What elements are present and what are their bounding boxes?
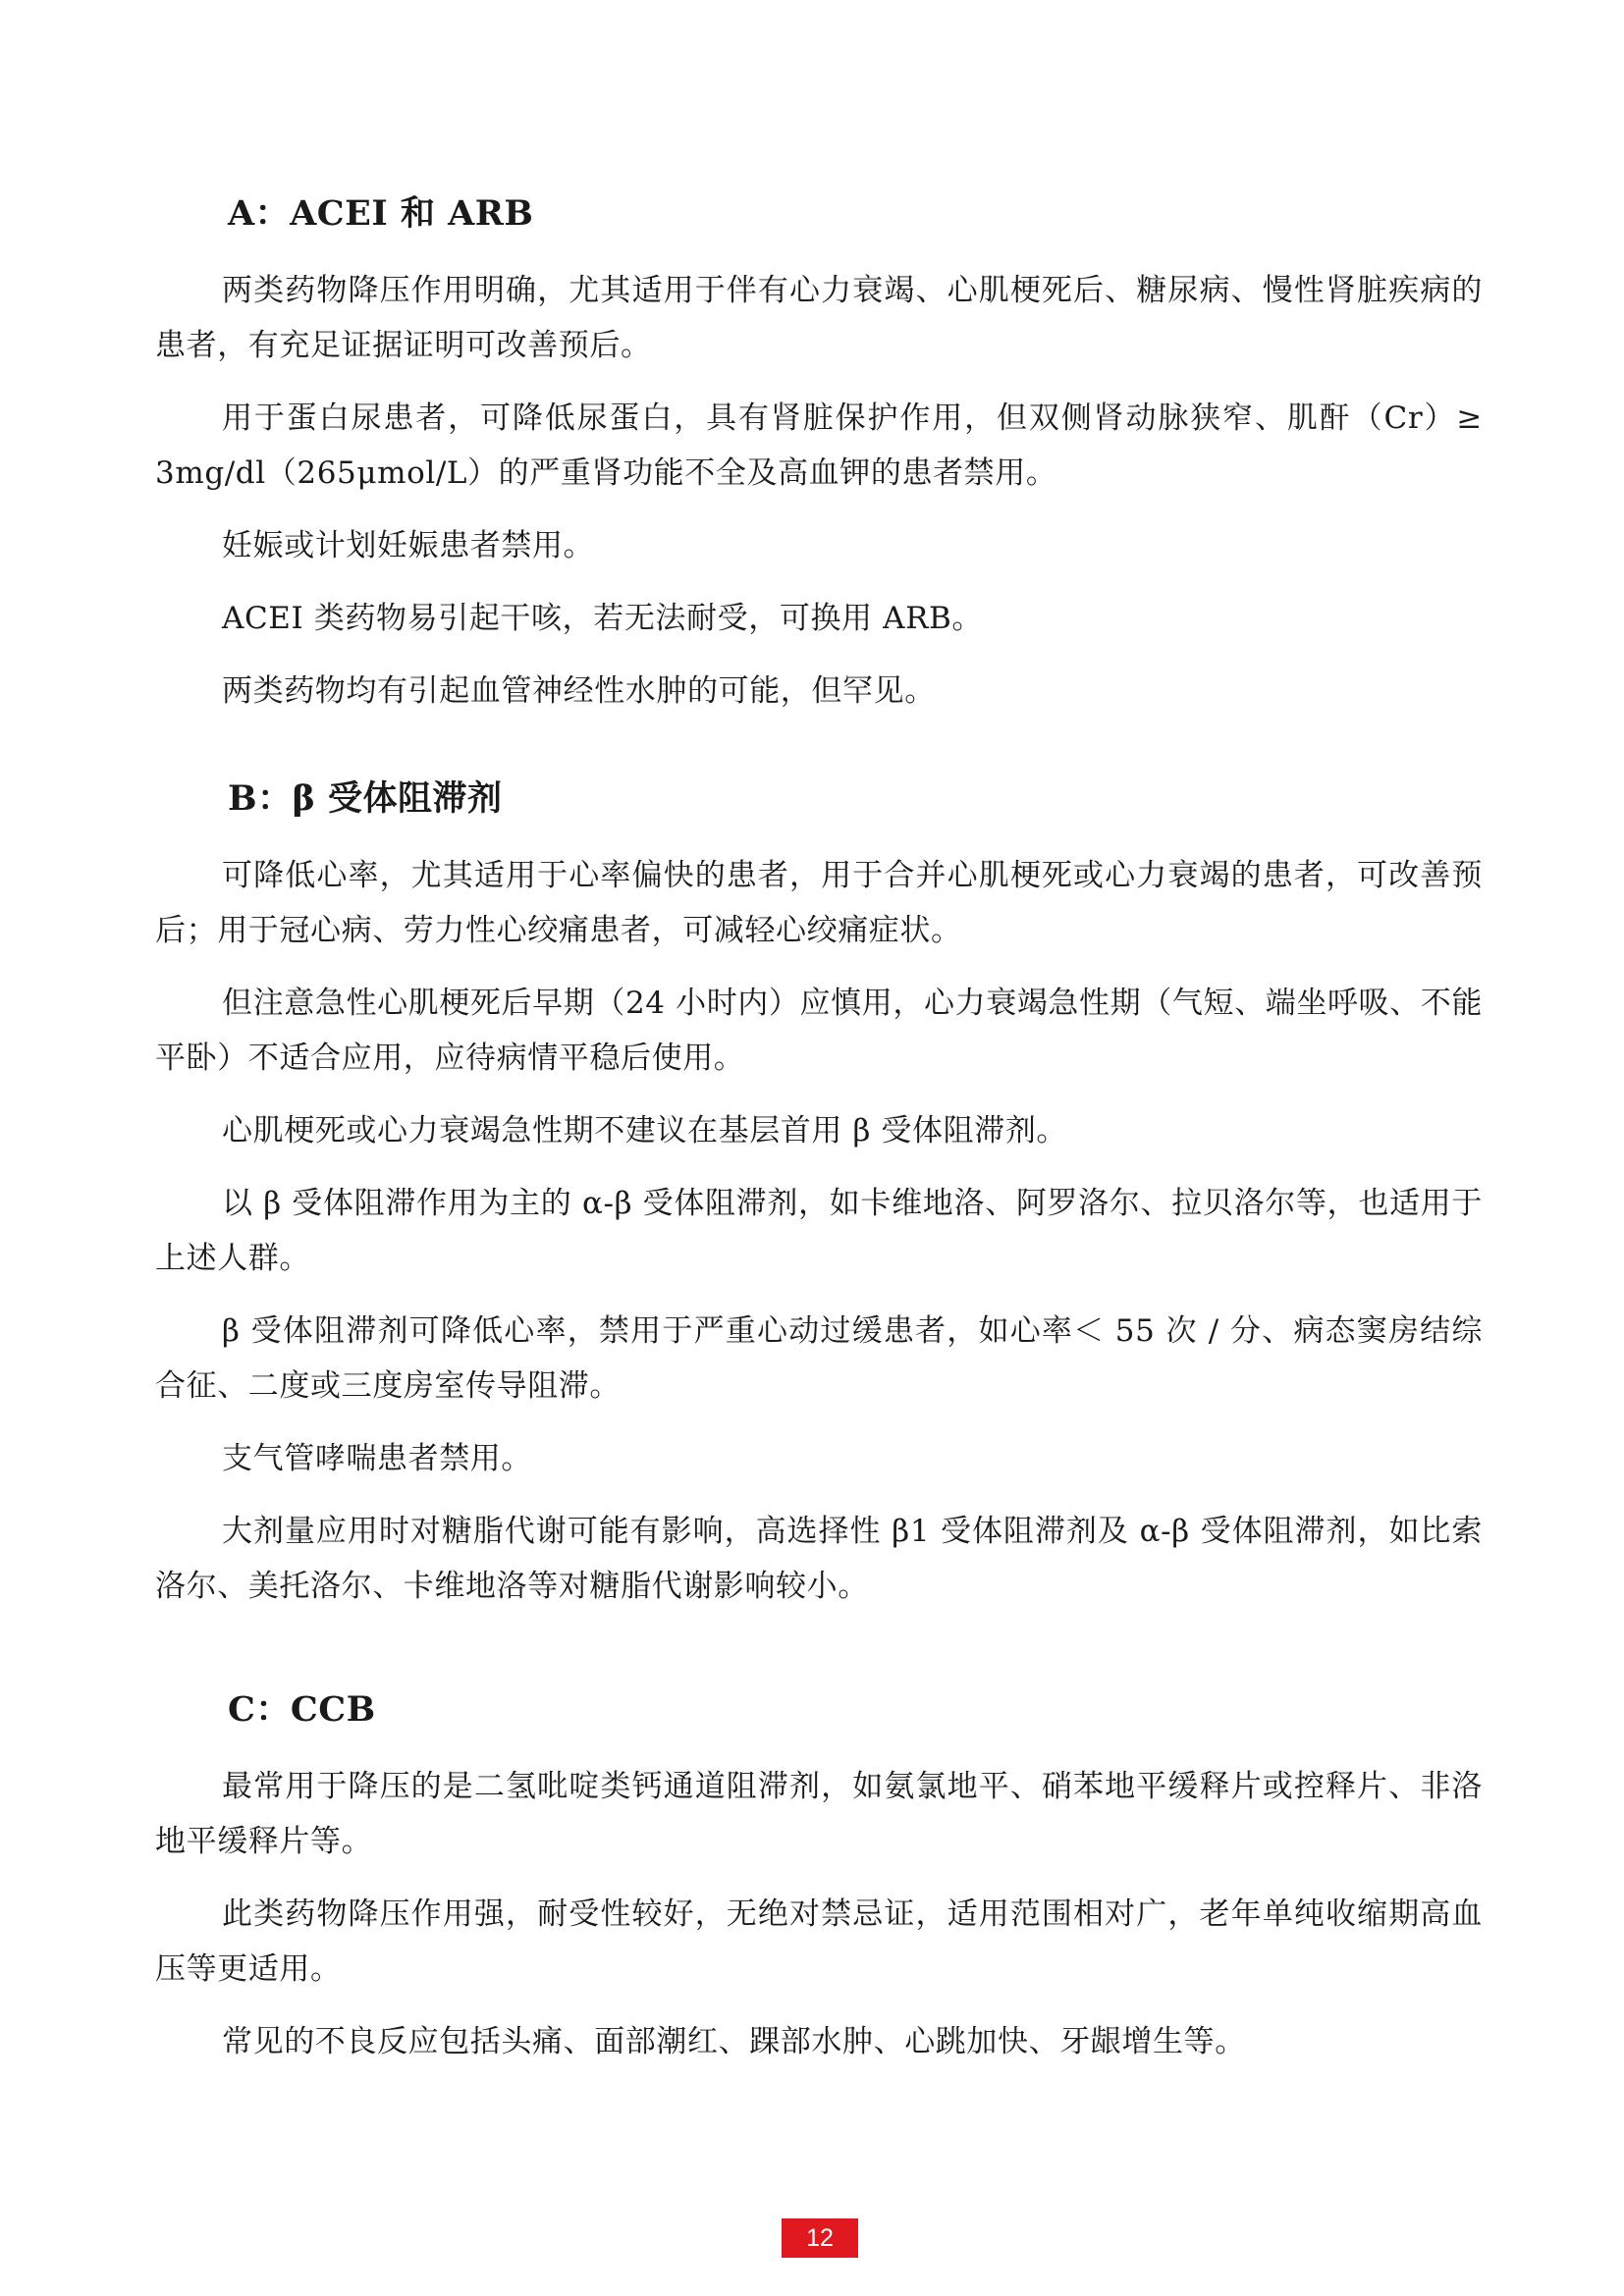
paragraph: 两类药物均有引起血管神经性水肿的可能，但罕见。 bbox=[222, 673, 936, 709]
section-ccb bbox=[155, 1690, 1483, 2069]
paragraph: ACEI 类药物易引起干咳，若无法耐受，可换用 ARB。 bbox=[222, 601, 983, 636]
section-heading: C：CCB bbox=[228, 1689, 376, 1730]
paragraph: 支气管哮喘患者禁用。 bbox=[222, 1441, 532, 1476]
section-heading: A：ACEI 和 ARB bbox=[228, 193, 534, 234]
paragraph: 常见的不良反应包括头痛、面部潮红、踝部水肿、心跳加快、牙龈增生等。 bbox=[222, 2024, 1246, 2059]
paragraph: 以 β 受体阻滞作用为主的 α-β 受体阻滞剂，如卡维地洛、阿罗洛尔、拉贝洛尔等，也适用于上述人群。 bbox=[155, 1186, 1483, 1276]
paragraph: 但注意急性心肌梗死后早期（24 小时内）应慎用，心力衰竭急性期（气短、端坐呼吸、不能平卧）不适合应用，应待病情平稳后使用。 bbox=[155, 986, 1483, 1076]
paragraph: 妊娠或计划妊娠患者禁用。 bbox=[222, 528, 595, 563]
paragraph: 最常用于降压的是二氢吡啶类钙通道阻滞剂，如氨氯地平、硝苯地平缓释片或控释片、非洛地平缓释片等。 bbox=[155, 1769, 1483, 1859]
paragraph: 此类药物降压作用强，耐受性较好，无绝对禁忌证，适用范围相对广，老年单纯收缩期高血压等更适用。 bbox=[155, 1896, 1483, 1987]
paragraph: 可降低心率，尤其适用于心率偏快的患者，用于合并心肌梗死或心力衰竭的患者，可改善预后；用于冠心病、劳力性心绞痛患者，可减轻心绞痛症状。 bbox=[155, 858, 1483, 948]
paragraph: β 受体阻滞剂可降低心率，禁用于严重心动过缓患者，如心率＜ 55 次 / 分、病态窦房结综合征、二度或三度房室传导阻滞。 bbox=[155, 1313, 1483, 1404]
section-beta-blocker bbox=[155, 779, 1483, 1614]
paragraph: 用于蛋白尿患者，可降低尿蛋白，具有肾脏保护作用，但双侧肾动脉狭窄、肌酐（Cr）≥ 3mg/dl（265μmol/L）的严重肾功能不全及高血钾的患者禁用。 bbox=[155, 400, 1483, 491]
section-acei-arb bbox=[155, 194, 1483, 719]
paragraph: 心肌梗死或心力衰竭急性期不建议在基层首用 β 受体阻滞剂。 bbox=[222, 1113, 1068, 1148]
paragraph: 两类药物降压作用明确，尤其适用于伴有心力衰竭、心肌梗死后、糖尿病、慢性肾脏疾病的患者，有充足证据证明可改善预后。 bbox=[155, 273, 1483, 363]
section-heading: B：β 受体阻滞剂 bbox=[228, 778, 503, 819]
paragraph: 大剂量应用时对糖脂代谢可能有影响，高选择性 β1 受体阻滞剂及 α-β 受体阻滞剂，如比索洛尔、美托洛尔、卡维地洛等对糖脂代谢影响较小。 bbox=[155, 1514, 1483, 1604]
page-number: 12 bbox=[782, 2218, 858, 2258]
